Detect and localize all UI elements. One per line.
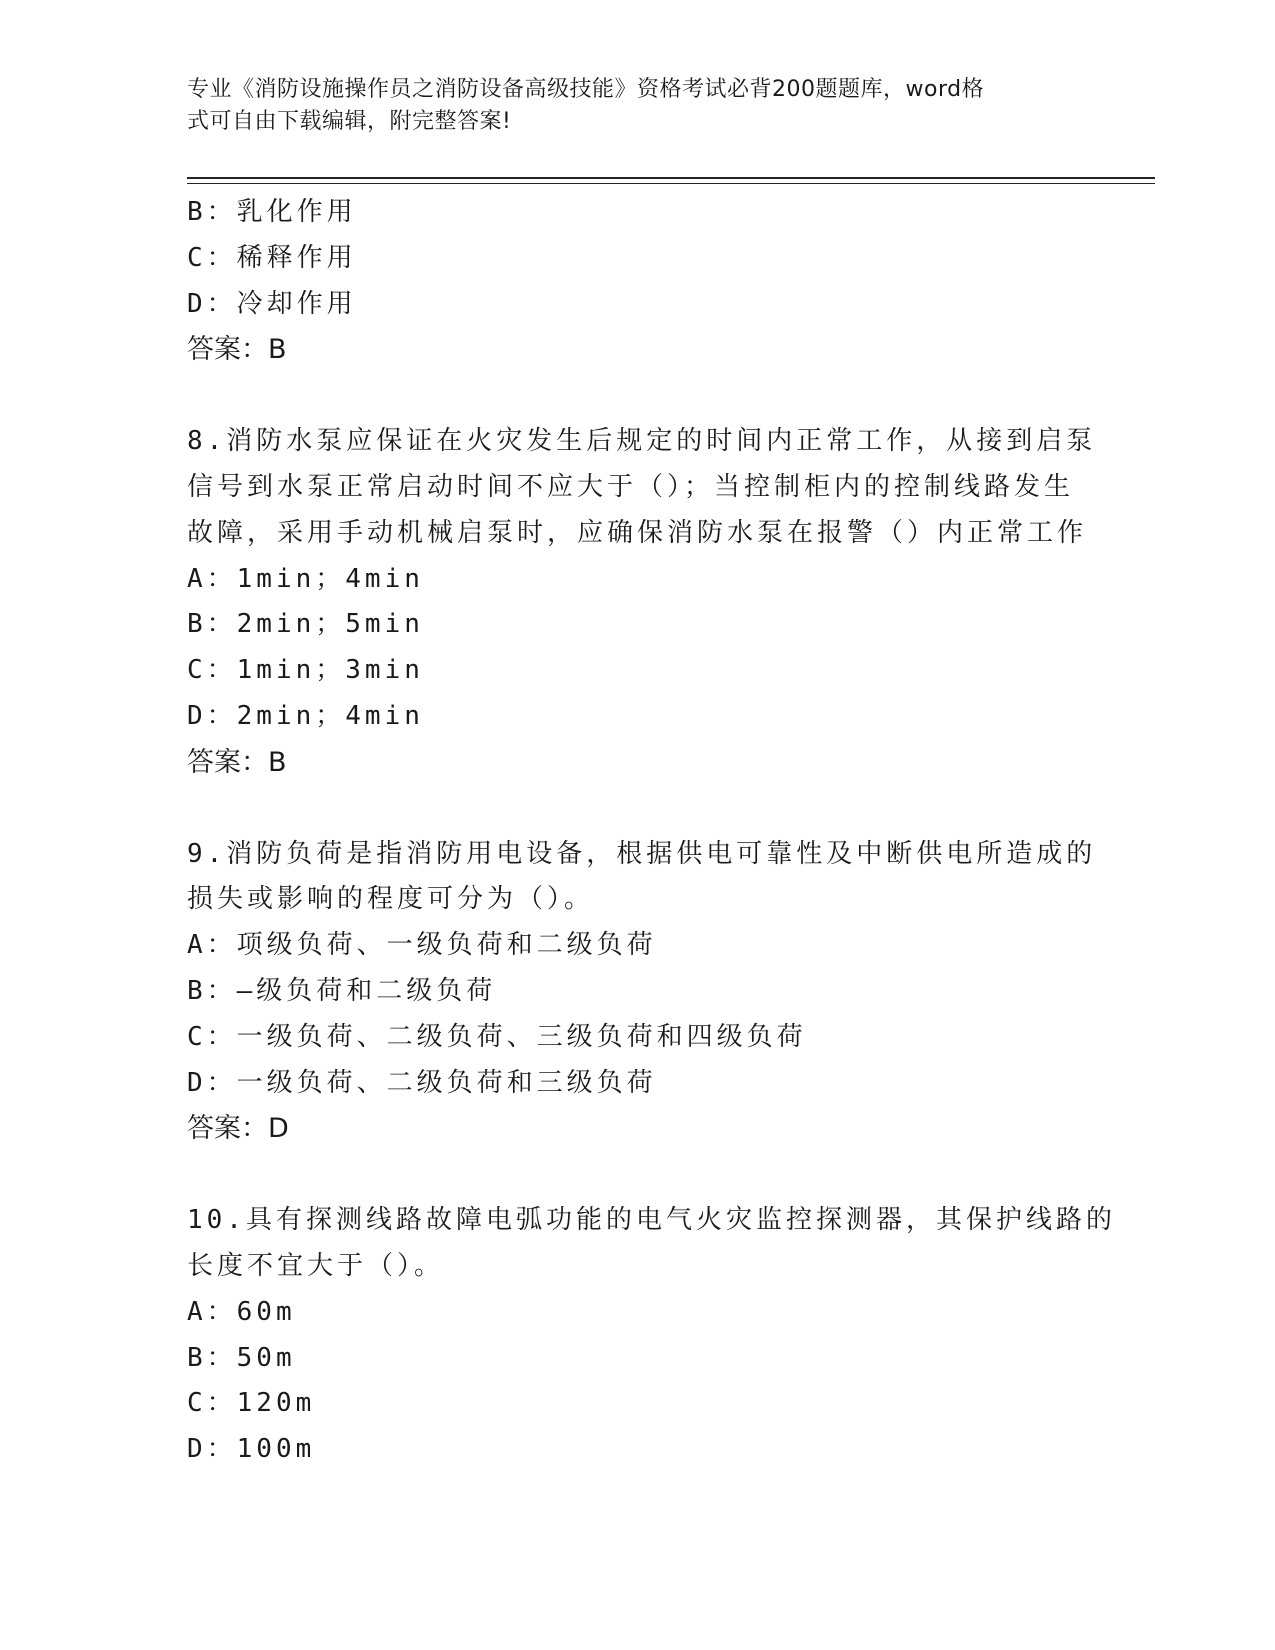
header-line-1: 专业《消防设施操作员之消防设备高级技能》资格考试必背200题题库，word格 <box>187 77 985 102</box>
answer-line: 答案：D <box>187 1113 289 1145</box>
option-c: C：120m <box>187 1388 316 1419</box>
question-8 <box>187 419 1097 785</box>
document-body <box>187 190 1116 1473</box>
page-header <box>187 74 1067 138</box>
answer-line: 答案：B <box>187 334 287 366</box>
question-text-line: 长度不宜大于（）。 <box>187 1250 445 1281</box>
option-a: A：1min；4min <box>187 563 424 594</box>
header-divider-thick <box>187 177 1155 179</box>
question-10 <box>187 1198 1116 1473</box>
header-line-2: 式可自由下载编辑，附完整答案! <box>187 109 512 134</box>
option-d: D：2min；4min <box>187 700 424 731</box>
option-b: B：—级负荷和二级负荷 <box>187 975 497 1006</box>
option-c: C：一级负荷、二级负荷、三级负荷和四级负荷 <box>187 1021 807 1052</box>
question-text-line: 信号到水泵正常启动时间不应大于（）；当控制柜内的控制线路发生 <box>187 471 1075 502</box>
option-d: D：一级负荷、二级负荷和三级负荷 <box>187 1067 657 1098</box>
option-b: B：50m <box>187 1342 296 1373</box>
option-a: A：项级负荷、一级负荷和二级负荷 <box>187 930 657 961</box>
option-c: C：1min；3min <box>187 655 424 686</box>
question-text-line: 故障，采用手动机械启泵时，应确保消防水泵在报警（）内正常工作 <box>187 517 1088 548</box>
question-text-line: 损失或影响的程度可分为（）。 <box>187 884 595 915</box>
option-b: B：2min；5min <box>187 609 424 640</box>
option-a: A：60m <box>187 1296 296 1327</box>
question-text-line: 10.具有探测线路故障电弧功能的电气火灾监控探测器，其保护线路的 <box>187 1205 1116 1236</box>
option-d: D：100m <box>187 1434 316 1465</box>
option-c: C：稀释作用 <box>187 242 357 273</box>
option-d: D：冷却作用 <box>187 288 357 319</box>
question-text-line: 8.消防水泵应保证在火灾发生后规定的时间内正常工作，从接到启泵 <box>187 426 1097 457</box>
question-text-line: 9.消防负荷是指消防用电设备，根据供电可靠性及中断供电所造成的 <box>187 838 1097 869</box>
question-9 <box>187 832 1097 1153</box>
answer-line: 答案：B <box>187 746 287 778</box>
question-7-tail <box>187 190 1087 373</box>
option-b: B：乳化作用 <box>187 197 357 227</box>
header-divider-thin <box>187 183 1155 184</box>
